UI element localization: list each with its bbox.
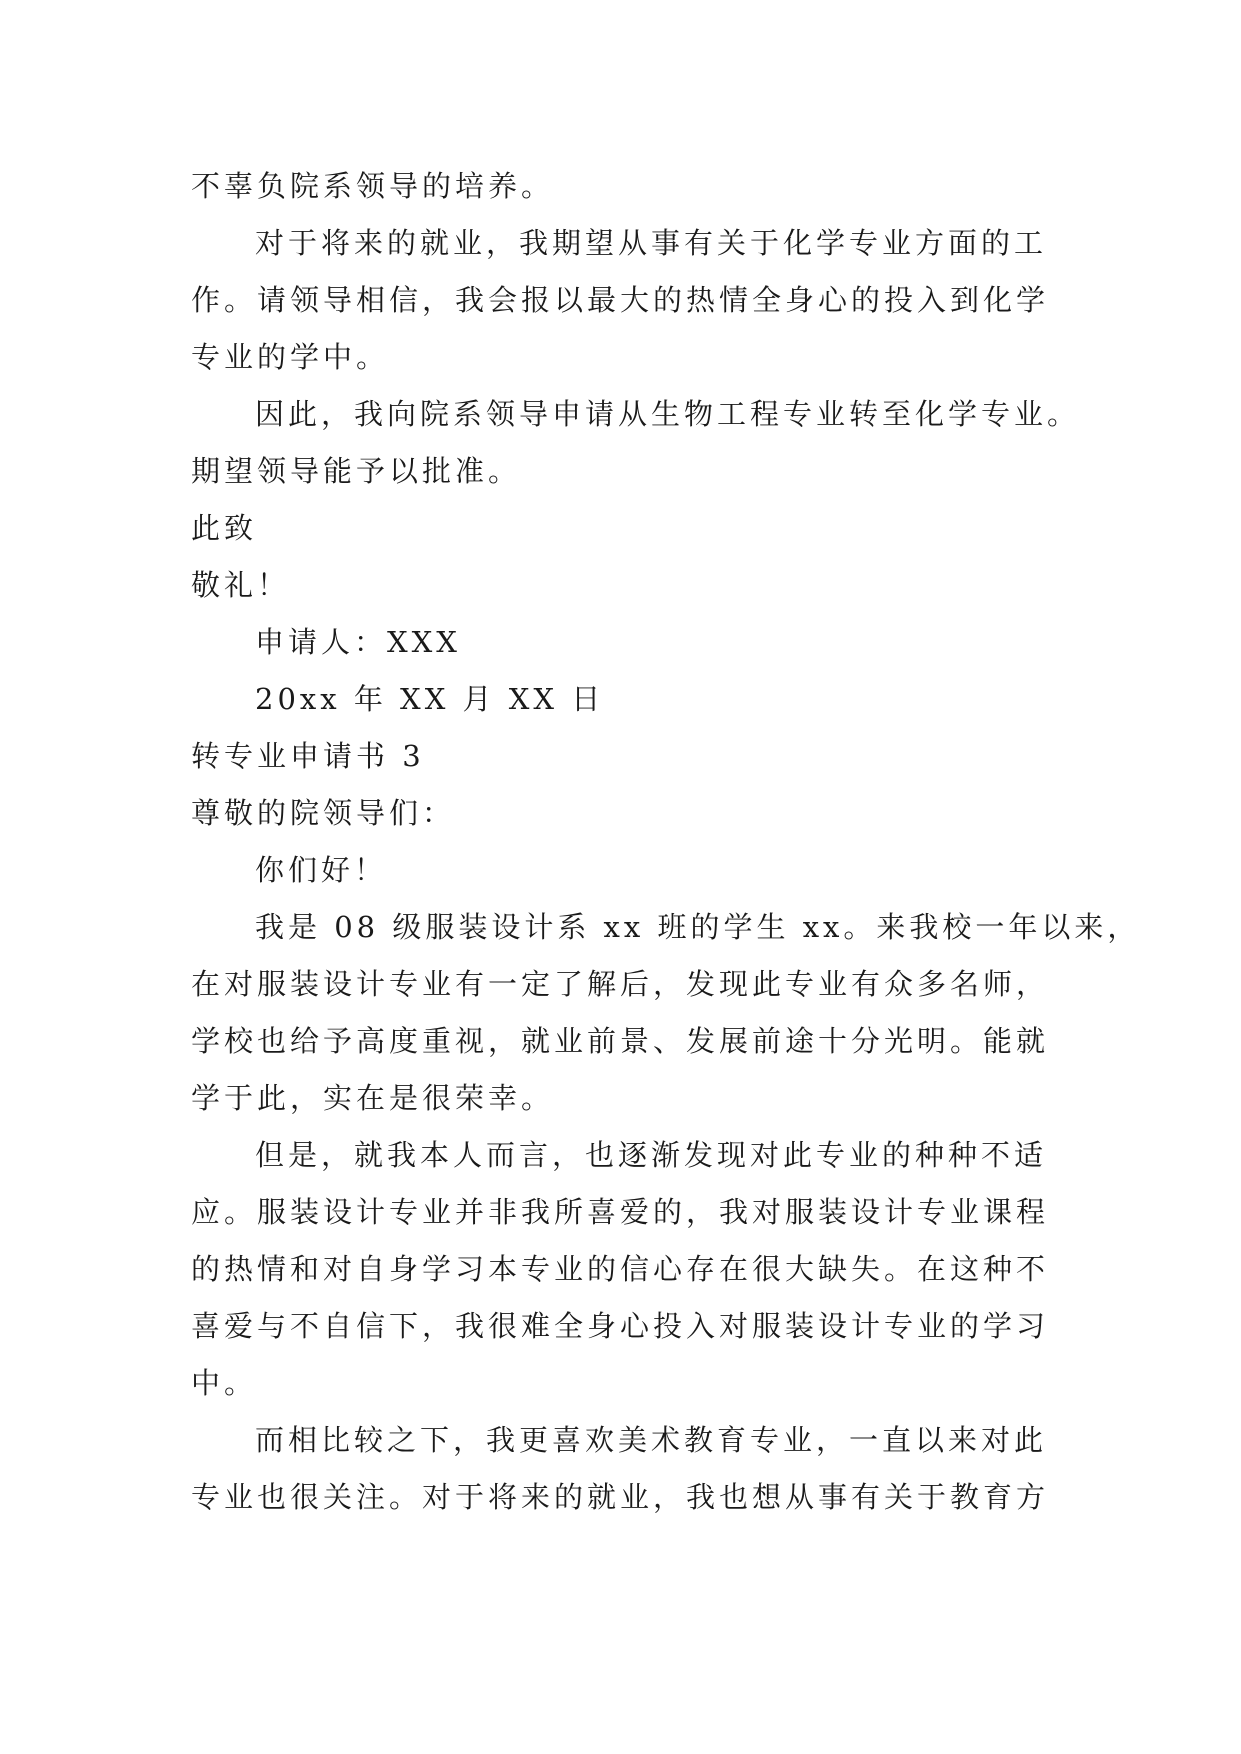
paragraph-line: 专业也很关注。对于将来的就业，我也想从事有关于教育方 <box>191 1480 1050 1514</box>
paragraph-line: 我是 08 级服装设计系 xx 班的学生 xx。来我校一年以来， <box>255 910 1141 944</box>
paragraph-line: 应。服装设计专业并非我所喜爱的，我对服装设计专业课程 <box>191 1195 1050 1229</box>
greeting-line: 尊敬的院领导们： <box>191 796 456 830</box>
paragraph-line: 学于此，实在是很荣幸。 <box>191 1081 555 1115</box>
paragraph-line: 喜爱与不自信下，我很难全身心投入对服装设计专业的学习 <box>191 1309 1050 1343</box>
date-line: 20xx 年 XX 月 XX 日 <box>255 682 605 716</box>
paragraph-line: 学校也给予高度重视，就业前景、发展前途十分光明。能就 <box>191 1024 1050 1058</box>
salutation-line: 敬礼！ <box>191 568 291 602</box>
applicant-line: 申请人：XXX <box>255 625 461 659</box>
paragraph-line: 因此，我向院系领导申请从生物工程专业转至化学专业。 <box>255 397 1081 431</box>
paragraph-line: 期望领导能予以批准。 <box>191 454 522 488</box>
section-title: 转专业申请书 3 <box>191 739 425 773</box>
paragraph-line: 作。请领导相信，我会报以最大的热情全身心的投入到化学 <box>191 283 1050 317</box>
paragraph-line: 专业的学中。 <box>191 340 390 374</box>
closing-line: 此致 <box>191 511 258 545</box>
greeting-line: 你们好！ <box>255 853 388 887</box>
paragraph-line: 在对服装设计专业有一定了解后，发现此专业有众多名师， <box>191 967 1050 1001</box>
paragraph-line: 而相比较之下，我更喜欢美术教育专业，一直以来对此 <box>255 1423 1048 1457</box>
paragraph-line: 对于将来的就业，我期望从事有关于化学专业方面的工 <box>255 226 1048 260</box>
paragraph-line: 不辜负院系领导的培养。 <box>191 169 555 203</box>
paragraph-line: 但是，就我本人而言，也逐渐发现对此专业的种种不适 <box>255 1138 1048 1172</box>
paragraph-line: 的热情和对自身学习本专业的信心存在很大缺失。在这种不 <box>191 1252 1050 1286</box>
paragraph-line: 中。 <box>191 1366 258 1400</box>
